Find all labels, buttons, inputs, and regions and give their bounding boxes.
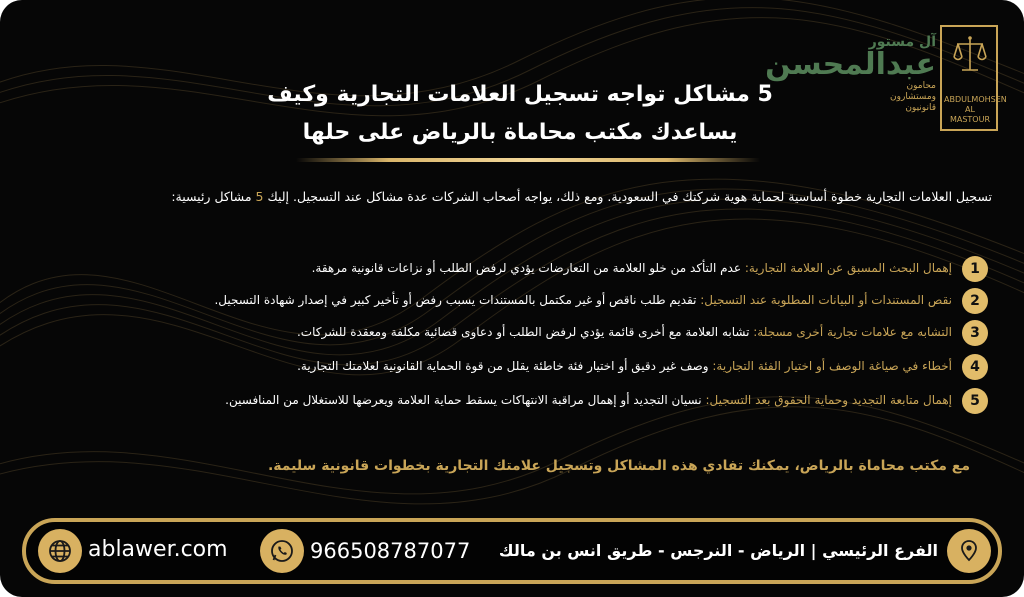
item-lead: أخطاء في صياغة الوصف أو اختيار الفئة التجارية:: [712, 359, 952, 373]
page-title: [260, 76, 780, 152]
item-number-badge: 5: [962, 388, 988, 414]
intro-highlight-number: 5: [255, 189, 264, 204]
item-text: [42, 391, 952, 409]
logo-en-line-2: AL MASTOUR: [949, 105, 991, 124]
item-lead: نقص المستندات أو البيانات المطلوبة عند التسجيل:: [700, 293, 952, 307]
item-lead: التشابه مع علامات تجارية أخرى مسجلة:: [753, 325, 952, 339]
intro-text: تسجيل العلامات التجارية خطوة أساسية لحماية هوية شركتك في السعودية. ومع ذلك، يواجه أصحاب الشركات عدة مشاكل عند التسجيل. إليك: [267, 189, 992, 204]
closing-statement: مع مكتب محاماة بالرياض، يمكنك تفادي هذه المشاكل وتسجيل علامتك التجارية بخطوات قانونية سليمة.: [267, 458, 970, 474]
item-description: عدم التأكد من خلو العلامة من التعارضات يؤدي لرفض الطلب أو نزاعات قانونية مرهقة.: [311, 261, 741, 275]
list-item: [38, 319, 988, 345]
item-description: تشابه العلامة مع أخرى قائمة يؤدي لرفض الطلب أو دعاوى قضائية مكلفة ومعقدة للشركات.: [296, 325, 750, 339]
logo-ar-main: عبدالمحسن: [765, 47, 936, 82]
item-lead: إهمال البحث المسبق عن العلامة التجارية:: [744, 261, 952, 275]
item-number-badge: 2: [962, 288, 988, 314]
list-item: [38, 287, 988, 313]
logo-ar-sub-3: قانونيون: [905, 103, 936, 113]
intro-paragraph: [60, 188, 992, 206]
contact-bar: [22, 518, 1002, 584]
item-description: وصف غير دقيق أو اختيار فئة خاطئة يقلل من قوة الحماية القانونية لعلامتك التجارية.: [297, 359, 709, 373]
list-item: [38, 255, 988, 281]
logo-arabic-wordmark: [765, 34, 936, 114]
title-line-1: 5 مشاكل تواجه تسجيل العلامات التجارية وكيف: [267, 82, 773, 107]
item-description: نسيان التجديد أو إهمال مراقبة الانتهاكات يسقط حماية العلامة ويعرضها للاستغلال من المنافسين.: [225, 393, 702, 407]
website-link[interactable]: ablawer.com: [88, 537, 228, 562]
logo-ar-small: آل مستور: [868, 34, 936, 50]
logo-emblem-box: [940, 25, 1007, 131]
logo-ar-sub-2: ومستشارون: [890, 92, 936, 102]
item-number-badge: 4: [962, 354, 988, 380]
title-line-2: يساعدك مكتب محاماة بالرياض على حلها: [302, 120, 738, 145]
item-number-badge: 3: [962, 320, 988, 346]
list-item: [38, 387, 988, 413]
location-pin-icon[interactable]: [947, 529, 991, 573]
logo-en-line-1: ABDULMOHSEN: [944, 95, 1007, 104]
globe-icon[interactable]: [38, 529, 82, 573]
list-item: [38, 353, 988, 379]
item-text: [42, 291, 952, 309]
logo-ar-sub-1: محامون: [906, 81, 936, 91]
item-text: [42, 259, 952, 277]
logo-english-wordmark: [944, 95, 1007, 125]
item-text: [42, 323, 952, 341]
title-underline-divider: [296, 158, 760, 162]
branch-address: الفرع الرئيسي | الرياض - النرجس - طريق انس بن مالك: [498, 541, 938, 560]
phone-number[interactable]: 966508787077: [310, 539, 471, 563]
item-description: تقديم طلب ناقص أو غير مكتمل بالمستندات يسبب رفض أو تأخير كبير في إصدار شهادة التسجيل.: [214, 293, 697, 307]
whatsapp-icon[interactable]: [260, 529, 304, 573]
firm-logo: [765, 25, 1007, 133]
scales-of-justice-icon: [952, 35, 988, 75]
intro-text-end: مشاكل رئيسية:: [171, 189, 252, 204]
item-number-badge: 1: [962, 256, 988, 282]
item-lead: إهمال متابعة التجديد وحماية الحقوق بعد التسجيل:: [705, 393, 952, 407]
item-text: [42, 357, 952, 375]
